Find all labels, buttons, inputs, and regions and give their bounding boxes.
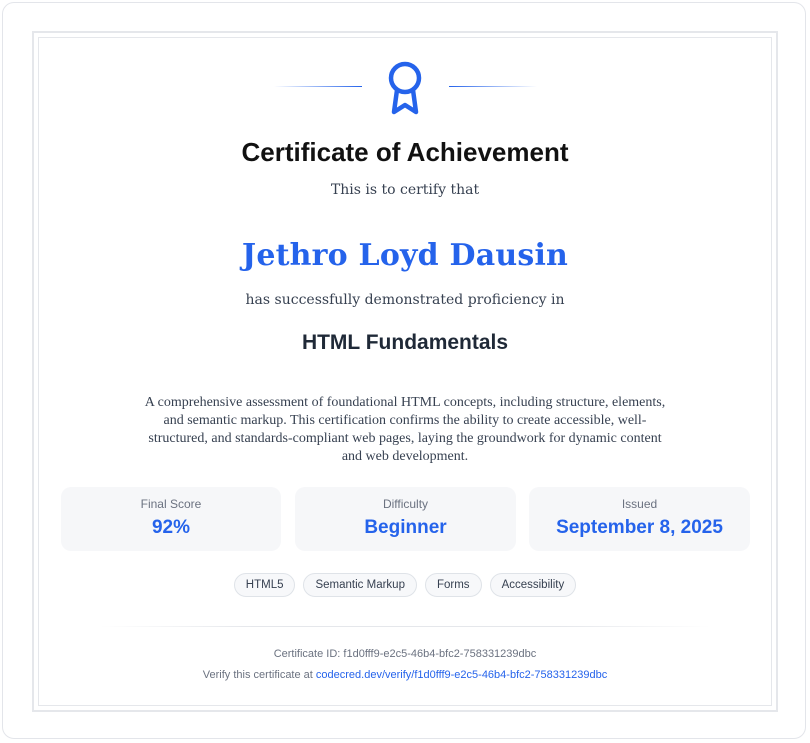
stat-label: Difficulty xyxy=(382,497,429,511)
verify-text: Verify this certificate at xyxy=(202,669,313,681)
skill-tag: Forms xyxy=(425,573,482,597)
stat-value: Beginner xyxy=(364,517,447,538)
recipient-name: Jethro Loyd Dausin xyxy=(241,238,569,273)
certificate-id-value: f1d0fff9-e2c5-46b4-bfc2-758331239dbc xyxy=(343,648,537,660)
course-name: HTML Fundamentals xyxy=(301,331,509,354)
verify-link[interactable]: codecred.dev/verify/f1d0fff9-e2c5-46b4-bfc2-758331239dbc xyxy=(315,669,608,681)
course-description: A comprehensive assessment of foundational HTML concepts, including structure, elements, and semantic markup. This certification confirms the ability to create accessible, well-structured, and standards-compliant web pages, laying the groundwork for dynamic content and web development. xyxy=(144,395,666,464)
stat-difficulty xyxy=(295,487,516,551)
decorative-line-left xyxy=(274,86,362,87)
stat-label: Final Score xyxy=(140,497,202,511)
stat-value: 92% xyxy=(151,517,191,538)
award-icon xyxy=(385,60,425,116)
certify-text: This is to certify that xyxy=(330,182,480,198)
stat-issued xyxy=(529,487,750,551)
skill-tag: HTML5 xyxy=(234,573,296,597)
certificate-id-label: Certificate ID: xyxy=(273,648,341,660)
skill-tag: Semantic Markup xyxy=(303,573,416,597)
verify-line xyxy=(0,669,810,681)
skill-tags xyxy=(0,573,810,597)
footer-divider xyxy=(100,626,710,627)
stat-final-score xyxy=(61,487,281,551)
stat-value: September 8, 2025 xyxy=(556,517,723,538)
decorative-line-right xyxy=(449,86,537,87)
skill-tag: Accessibility xyxy=(490,573,577,597)
certificate-title: Certificate of Achievement xyxy=(241,137,569,167)
certificate-id xyxy=(0,648,810,660)
stat-label: Issued xyxy=(621,497,658,511)
proficiency-text: has successfully demonstrated proficiency in xyxy=(245,292,565,308)
